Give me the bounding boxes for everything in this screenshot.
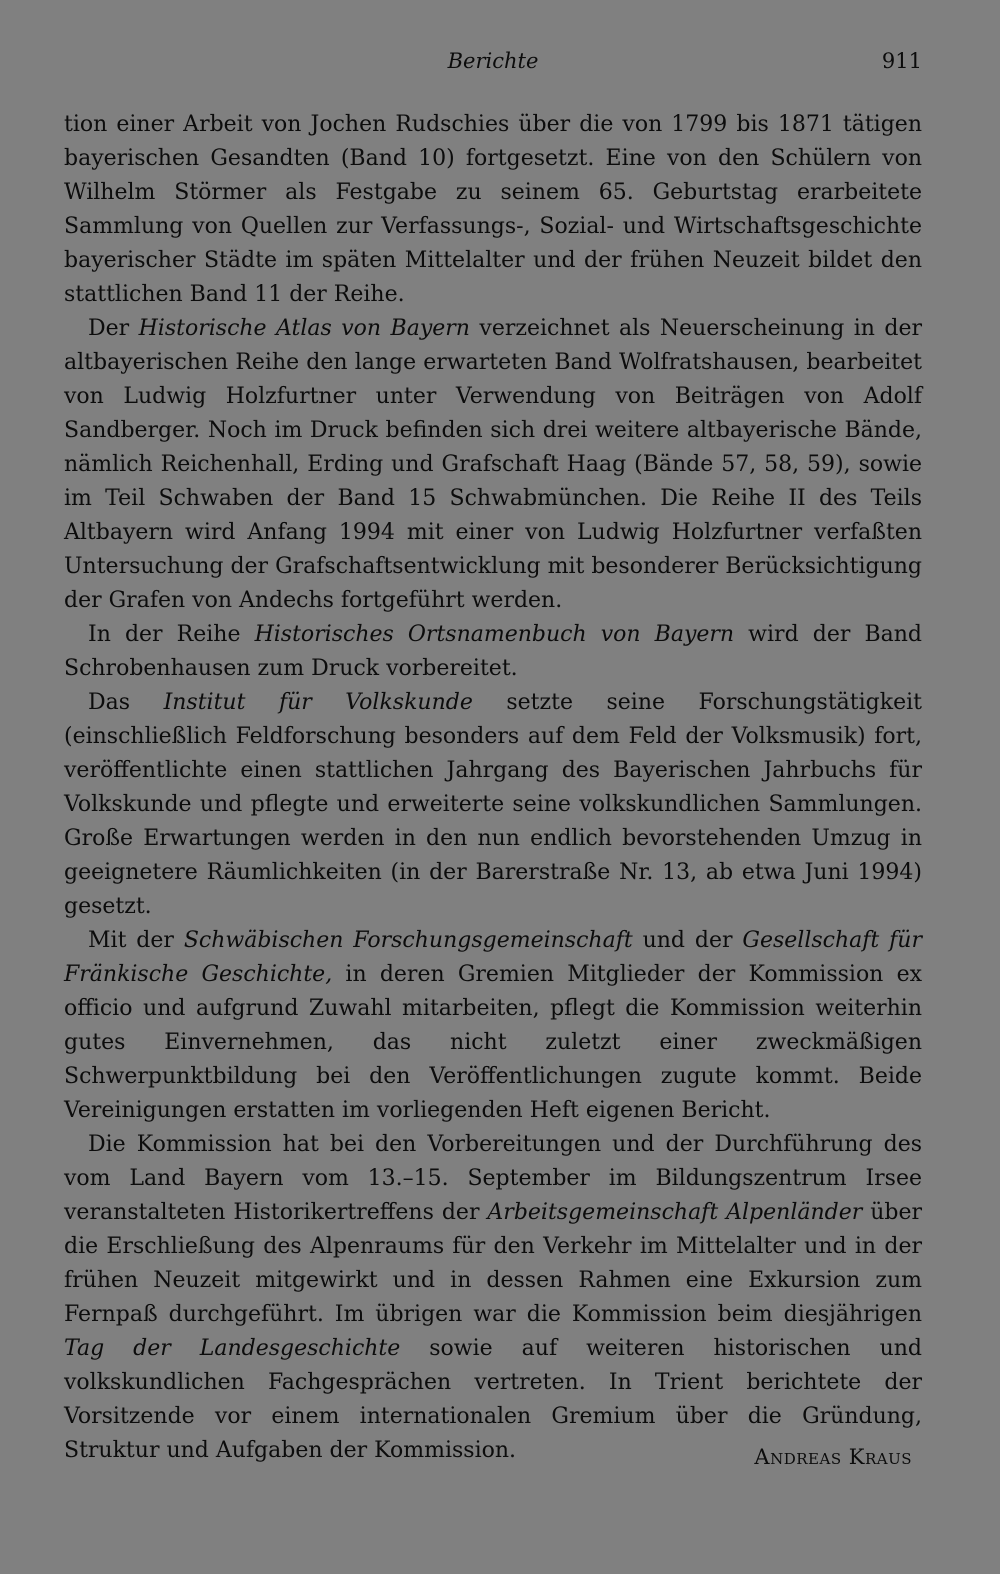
paragraph [64,1128,922,1468]
italic-text: Schwäbischen Forschungsgemeinschaft [183,928,633,953]
italic-text: Tag der Landesgeschichte [64,1336,401,1361]
text-run: über die Erschließung des Alpenraums für den Verkehr im Mittelalter und in der frühen Neuzeit mitgewirkt und in dessen Rahmen eine Exkursion zum Fernpaß durchgeführt. Im übrigen war die Kommission beim diesjährigen [64,1200,923,1327]
running-title: Berichte [447,49,539,73]
paragraph [64,618,922,686]
paragraph [64,312,922,618]
text-run: Der [88,316,139,341]
text-run: Das [88,690,164,715]
text-run: setzte seine Forschungstätigkeit (einschließlich Feldforschung besonders auf dem Feld der Volksmusik) fort, veröffentlichte einen stattlichen Jahrgang des Bayerischen Jahrbuchs für Volkskunde und pflegte und erweiterte seine volkskundlichen Sammlungen. Große Erwartungen werden in den nun endlich bevorstehenden Umzug in geeignetere Räumlichkeiten (in der Barerstraße Nr. 13, ab etwa Juni 1994) gesetzt. [64,690,922,919]
text-run: Mit der [88,928,184,953]
author-signature: Andreas Kraus [754,1445,912,1469]
text-run: sowie auf weiteren historischen und volkskundlichen Fachgesprächen vertreten. In Trient berichtete der Vorsitzende vor einem internationalen Gremium über die Gründung, Struktur und Aufgaben der Kommission. [64,1336,922,1463]
body-text [64,108,922,1468]
italic-text: Historische Atlas von Bayern [138,316,470,341]
text-run: wird der Band Schrobenhausen zum Druck vorbereitet. [64,622,922,681]
text-run: In der Reihe [88,622,255,647]
paragraph [64,686,922,924]
text-run: Die Kommission hat bei den Vorbereitungen und der Durchführung des vom Land Bayern vom 13.–15. September im Bildungszentrum Irsee veranstalteten Historikertreffens der [64,1132,922,1225]
paragraph [64,108,922,312]
text-run: in deren Gremien Mitglieder der Kommission ex officio und aufgrund Zuwahl mitarbeiten, pflegt die Kommission weiterhin gutes Einvernehmen, das nicht zuletzt einer zweckmäßigen Schwerpunktbildung bei den Veröffentlichungen zugute kommt. Beide Vereinigungen erstatten im vorliegenden Heft eigenen Bericht. [64,962,922,1123]
running-head [64,44,922,78]
paragraph [64,924,922,1128]
italic-text: Historisches Ortsnamenbuch von Bayern [254,622,735,647]
italic-text: Arbeitsgemeinschaft Alpenländer [487,1200,863,1225]
text-run: verzeichnet als Neuerscheinung in der altbayerischen Reihe den lange erwarteten Band Wolfratshausen, bearbeitet von Ludwig Holzfurtner unter Verwendung von Beiträgen von Adolf Sandberger. Noch im Druck befinden sich drei weitere altbayerische Bände, nämlich Reichenhall, Erding und Grafschaft Haag (Bände 57, 58, 59), sowie im Teil Schwaben der Band 15 Schwabmünchen. Die Reihe II des Teils Altbayern wird Anfang 1994 mit einer von Ludwig Holzfurtner verfaßten Untersuchung der Grafschaftsentwicklung mit besonderer Berücksichtigung der Grafen von Andechs fortgeführt werden. [64,316,922,613]
italic-text: Institut für Volkskunde [163,690,473,715]
text-run: und der [632,928,743,953]
italic-text: Gesellschaft für Fränkische Geschichte, [64,928,922,987]
page-number: 911 [881,49,922,73]
text-run: tion einer Arbeit von Jochen Rudschies über die von 1799 bis 1871 tätigen bayerischen Gesandten (Band 10) fortgesetzt. Eine von den Schülern von Wilhelm Störmer als Festgabe zu seinem 65. Geburtstag erarbeitete Sammlung von Quellen zur Verfassungs-, Sozial- und Wirtschaftsgeschichte bayerischer Städte im späten Mittelalter und der frühen Neuzeit bildet den stattlichen Band 11 der Reihe. [64,112,922,307]
